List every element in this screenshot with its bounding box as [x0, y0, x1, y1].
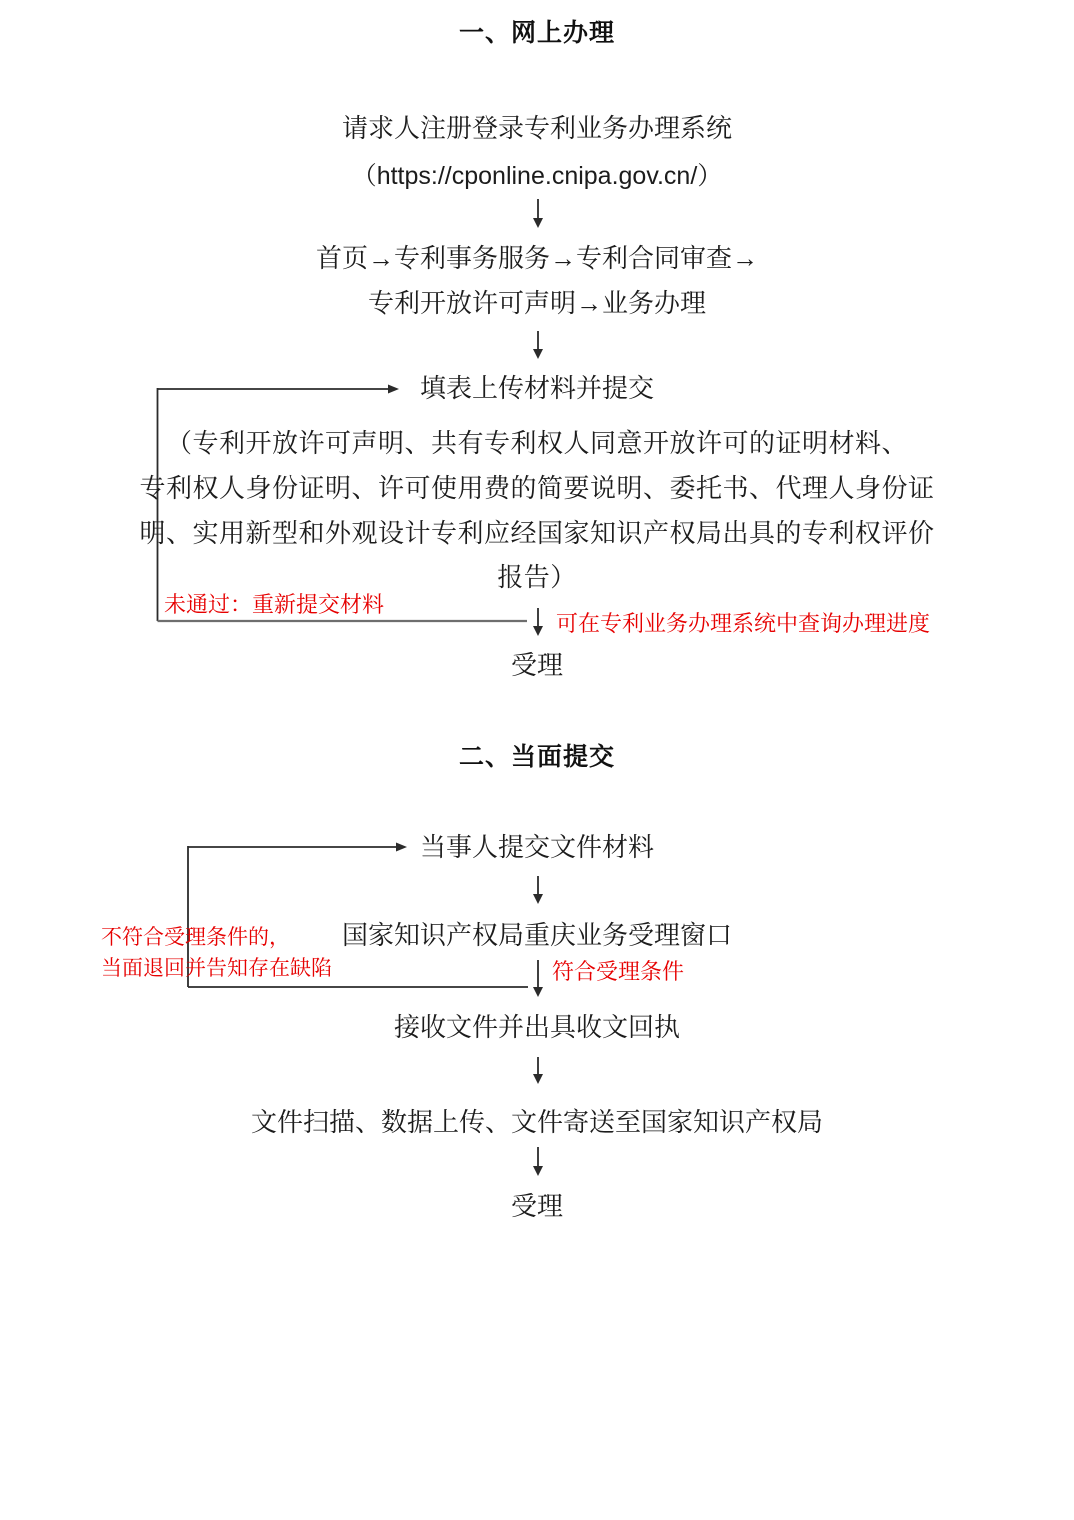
annotation-progress-query: 可在专利业务办理系统中查询办理进度	[556, 612, 931, 637]
node-register-system: 请求人注册登录专利业务办理系统	[341, 113, 732, 143]
section-in-person-title: 二、当面提交	[458, 744, 615, 771]
arrow-down-connector	[530, 1057, 546, 1084]
arrow-down-connector	[530, 331, 546, 359]
node-register-url: （https://cponline.cnipa.gov.cn/）	[351, 162, 723, 190]
arrow-down-connector	[530, 608, 546, 636]
section-online-title: 一、网上办理	[458, 20, 615, 47]
arrow-down-connector	[530, 199, 546, 228]
arrow-down-connector	[530, 960, 546, 997]
submit-note-line3: 明、实用新型和外观设计专利应经国家知识产权局出具的专利权评价	[139, 518, 935, 548]
submit-note-line2: 专利权人身份证明、许可使用费的简要说明、委托书、代理人身份证	[139, 473, 935, 503]
arrow-down-connector	[530, 1147, 546, 1176]
annotation-reject-line2: 当面退回并告知存在缺陷	[101, 956, 332, 980]
node-in-person-accept: 受理	[510, 1191, 563, 1221]
node-nav-path-line1: 首页→专利事务服务→专利合同审查→	[315, 243, 758, 273]
annotation-fail-resubmit: 未通过：重新提交材料	[164, 593, 385, 618]
node-party-submit-docs: 当事人提交文件材料	[419, 832, 654, 862]
submit-note-line1: （专利开放许可声明、共有专利权人同意开放许可的证明材料、	[165, 428, 908, 458]
annotation-pass-condition: 符合受理条件	[552, 960, 685, 985]
node-scan-upload-mail: 文件扫描、数据上传、文件寄送至国家知识产权局	[250, 1107, 823, 1137]
node-nav-path-line2: 专利开放许可声明→业务办理	[367, 288, 706, 318]
arrow-down-connector	[530, 876, 546, 904]
annotation-reject-line1: 不符合受理条件的，	[101, 925, 290, 949]
node-fill-form-submit: 填表上传材料并提交	[419, 373, 654, 403]
node-receive-receipt: 接收文件并出具收文回执	[393, 1012, 680, 1042]
node-reception-window: 国家知识产权局重庆业务受理窗口	[341, 920, 732, 950]
submit-note-line4: 报告）	[497, 562, 577, 592]
node-online-accept: 受理	[510, 650, 563, 680]
